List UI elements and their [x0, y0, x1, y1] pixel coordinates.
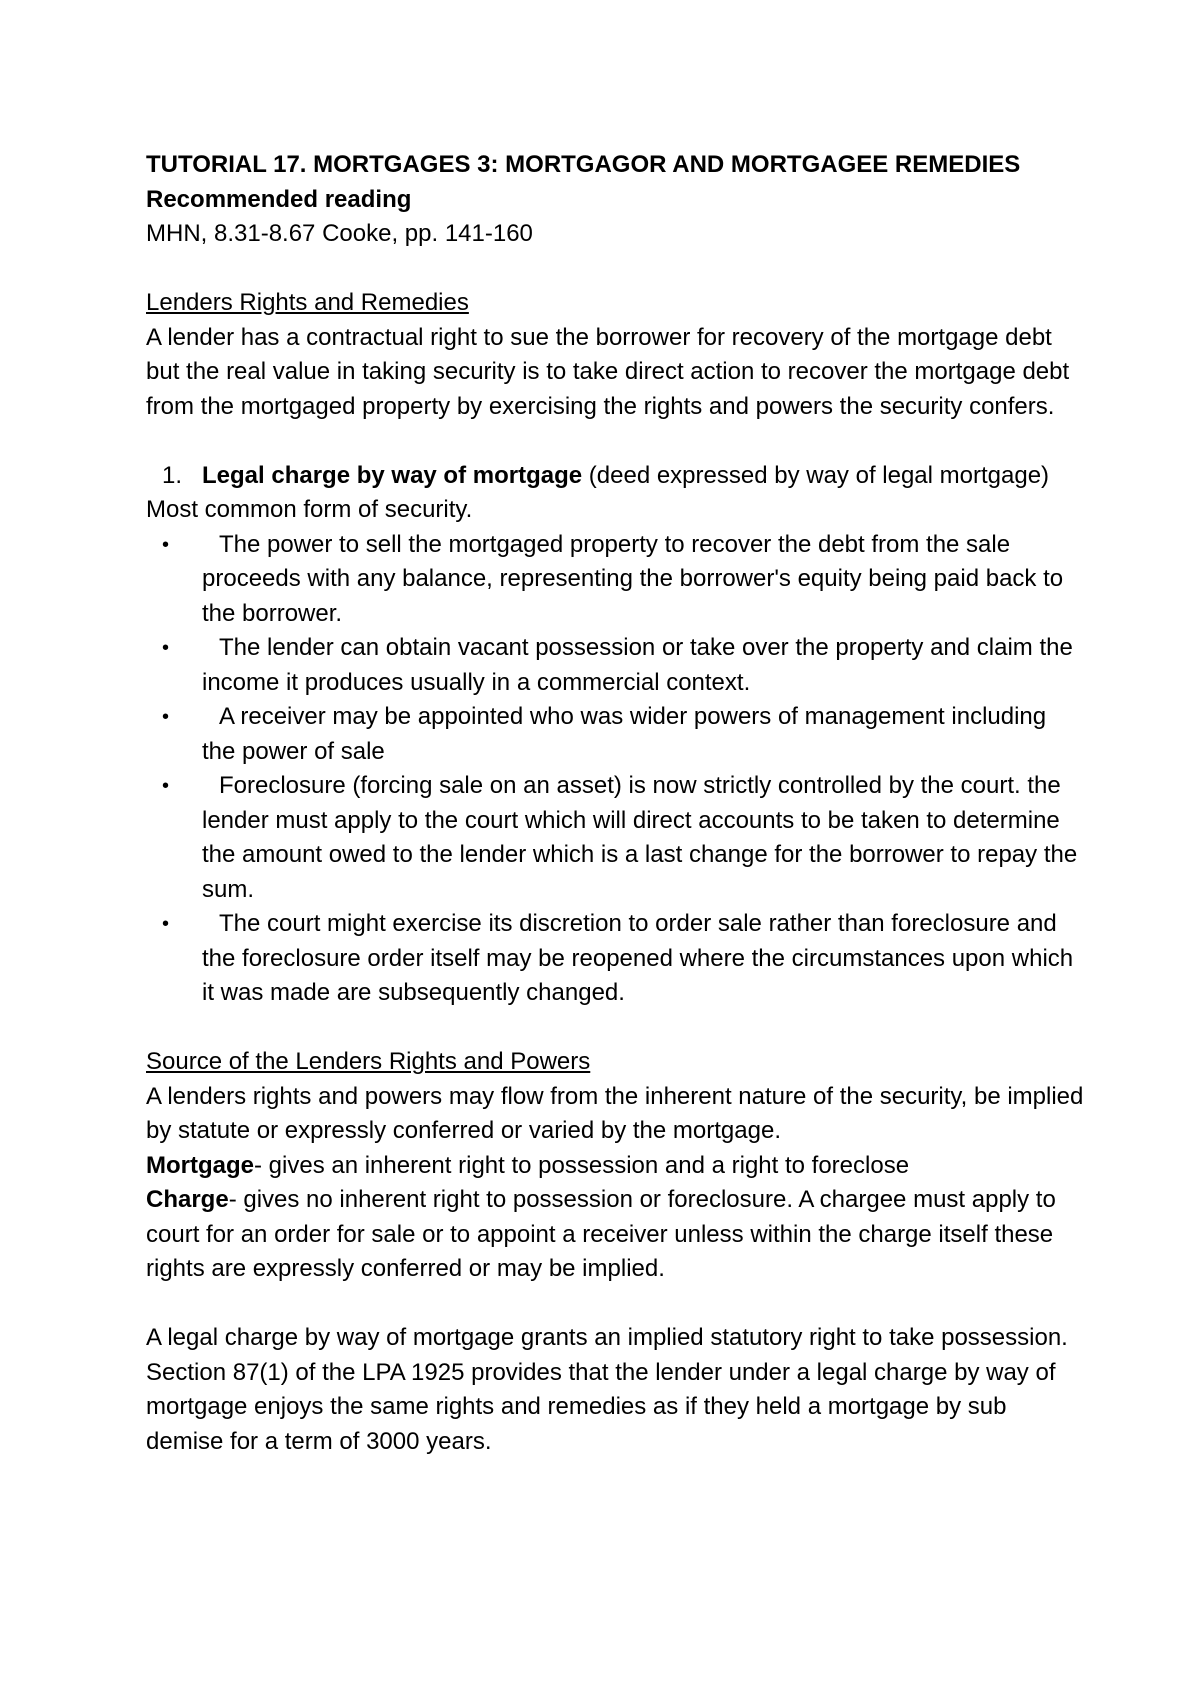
bullet-text: The power to sell the mortgaged property to recover the debt from the sale proceeds with any balance, representing the borrower's equity being paid back to the borrower.	[202, 530, 1064, 627]
section-heading-lenders-rights: Lenders Rights and Remedies	[146, 289, 469, 316]
charge-term: Charge	[146, 1186, 229, 1213]
item-text: (deed expressed by way of legal mortgage)	[582, 461, 1050, 489]
section-intro-paragraph: A lender has a contractual right to sue the borrower for recovery of the mortgage debt but the real value in taking security is to take direct action to recover the mortgage debt from the mortgaged property by exercising the rights and powers the security confers.	[146, 323, 1070, 420]
spacer	[146, 1287, 1086, 1322]
spacer	[146, 1011, 1086, 1046]
bullet-text: The lender can obtain vacant possession or take over the property and claim the income it produces usually in a commercial context.	[202, 634, 1073, 696]
bullet-icon: •	[162, 637, 170, 659]
bullet-text: A receiver may be appointed who was wider powers of management including the power of sale	[202, 703, 1047, 765]
bullet-text: Foreclosure (forcing sale on an asset) is now strictly controlled by the court. the lender must apply to the court which will direct accounts to be taken to determine the amount owed to the lender which is a last change for the borrower to repay the sum.	[202, 772, 1078, 903]
mortgage-text: - gives an inherent right to possession and a right to foreclose	[254, 1151, 910, 1179]
closing-paragraph: A legal charge by way of mortgage grants an implied statutory right to take possession. Section 87(1) of the LPA 1925 provides that the lender under a legal charge by way of mortgage enjoys the same rights and remedies as if they held a mortgage by sub demise for a term of 3000 years.	[146, 1324, 1068, 1455]
mortgage-term: Mortgage	[146, 1151, 254, 1179]
bullet-item	[146, 769, 1086, 907]
document-title: TUTORIAL 17. MORTGAGES 3: MORTGAGOR AND MORTGAGEE REMEDIES	[146, 151, 1021, 178]
item-number: 1.	[162, 461, 183, 489]
bullet-icon: •	[162, 913, 170, 935]
numbered-item-legal-charge	[146, 459, 1086, 494]
mortgage-definition	[146, 1149, 1086, 1184]
document-body	[146, 148, 1086, 1459]
spacer	[146, 252, 1086, 287]
reading-heading: Recommended reading	[146, 185, 412, 213]
bullet-icon: •	[162, 775, 170, 797]
section-heading-source: Source of the Lenders Rights and Powers	[146, 1048, 591, 1075]
bullet-icon: •	[162, 533, 170, 556]
bullet-icon: •	[162, 706, 170, 728]
item-bold-term: Legal charge by way of mortgage	[202, 461, 583, 489]
common-form-text: Most common form of security.	[146, 496, 473, 523]
bullet-item	[146, 907, 1086, 1011]
charge-definition	[146, 1183, 1086, 1287]
bullet-list	[146, 528, 1086, 1011]
bullet-item	[146, 528, 1086, 632]
bullet-text: The court might exercise its discretion to order sale rather than foreclosure and the foreclosure order itself may be reopened where the circumstances upon which it was made are subsequently changed.	[202, 910, 1074, 1006]
source-intro-paragraph: A lenders rights and powers may flow from the inherent nature of the security, be implied by statute or expressly conferred or varied by the mortgage.	[146, 1082, 1084, 1144]
bullet-item	[146, 631, 1086, 700]
bullet-item	[146, 700, 1086, 769]
reading-references: MHN, 8.31-8.67 Cooke, pp. 141-160	[146, 220, 533, 247]
charge-text: - gives no inherent right to possession or foreclosure. A chargee must apply to court for an order for sale or to appoint a receiver unless within the charge itself these rights are expressly conferred or may be implied.	[146, 1186, 1056, 1282]
spacer	[146, 424, 1086, 459]
